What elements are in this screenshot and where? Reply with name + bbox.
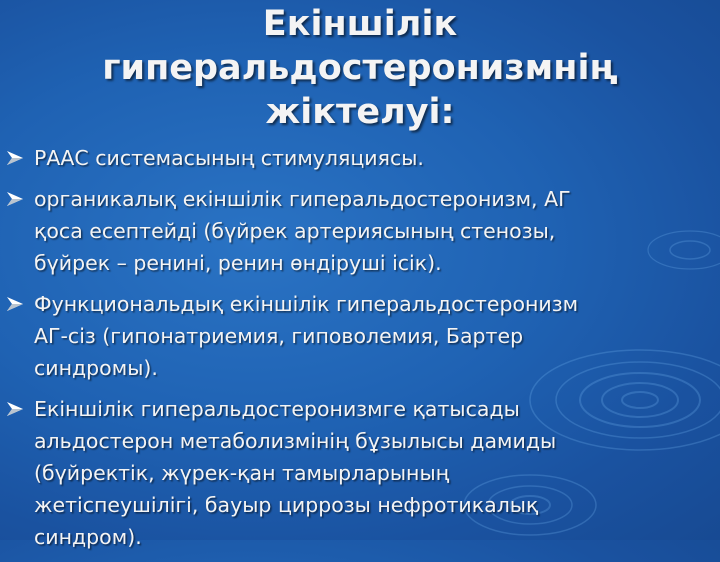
bullet-item bbox=[6, 288, 712, 384]
title-line: жіктелуі: bbox=[265, 92, 455, 132]
bullet-line: органикалық екіншілік гиперальдостеронизм, АГ bbox=[34, 187, 571, 211]
arrow-bullet-icon bbox=[6, 191, 24, 207]
bullet-line: альдостерон метаболизмінің бұзылысы дамиды bbox=[34, 429, 557, 453]
bullet-line: қоса есептейді (бүйрек артериясының стенозы, bbox=[34, 219, 556, 243]
bullet-line: жетіспеушілігі, бауыр циррозы нефротикалық bbox=[34, 493, 539, 517]
arrow-bullet-icon bbox=[6, 150, 24, 166]
bullet-line: синдром). bbox=[34, 525, 142, 549]
title-line: Екіншілік bbox=[262, 4, 458, 44]
bullet-item bbox=[6, 183, 712, 279]
bullet-text bbox=[34, 288, 712, 384]
slide-title bbox=[0, 2, 720, 134]
bullet-line: бүйрек – ренині, ренин өндіруші ісік). bbox=[34, 251, 442, 275]
bullet-line: АГ-сіз (гипонатриемия, гиповолемия, Бартер bbox=[34, 324, 524, 348]
bullet-list bbox=[6, 142, 712, 562]
bullet-text bbox=[34, 393, 712, 553]
bullet-line: Функциональдық екіншілік гиперальдостеронизм bbox=[34, 292, 579, 316]
bullet-line: (бүйректік, жүрек-қан тамырларының bbox=[34, 461, 450, 485]
title-line: гиперальдостеронизмнің bbox=[102, 48, 618, 88]
bullet-text bbox=[34, 183, 712, 279]
bullet-item bbox=[6, 142, 712, 174]
bullet-line: Екіншілік гиперальдостеронизмге қатысады bbox=[34, 397, 520, 421]
arrow-bullet-icon bbox=[6, 401, 24, 417]
bullet-line: РААС системасының стимуляциясы. bbox=[34, 146, 424, 170]
bullet-text bbox=[34, 142, 712, 174]
bullet-item bbox=[6, 393, 712, 553]
bullet-line: синдромы). bbox=[34, 356, 158, 380]
arrow-bullet-icon bbox=[6, 296, 24, 312]
